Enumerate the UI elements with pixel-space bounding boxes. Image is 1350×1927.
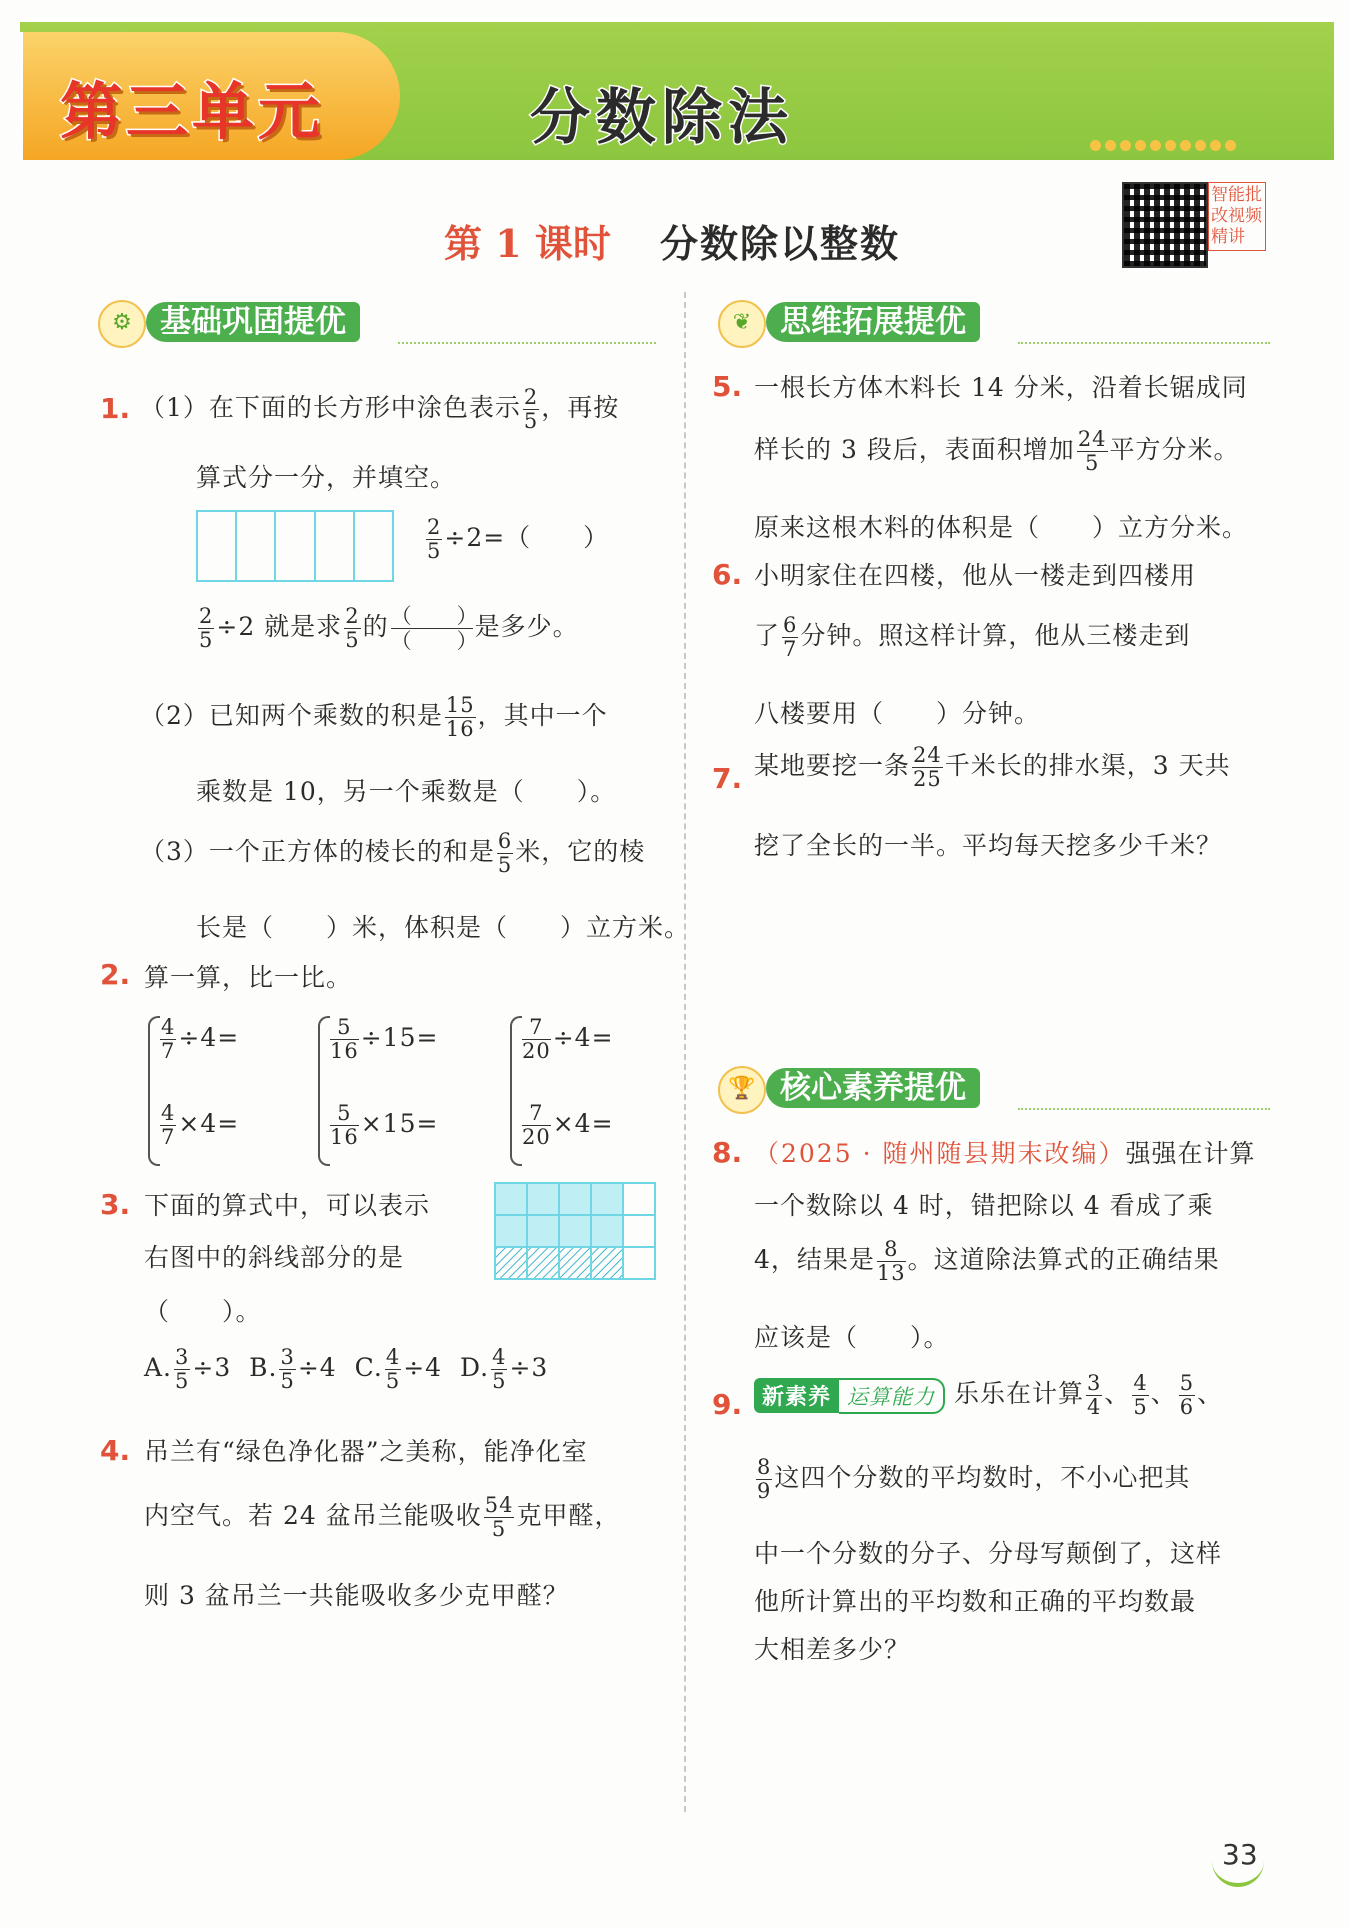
section-header-thinking: [718, 298, 1272, 344]
option-c[interactable]: C. $\frac{4}{5}$ ÷4: [354, 1345, 443, 1393]
q5-line1: 一根长方体木料长 14 分米，沿着长锯成同: [754, 373, 1248, 402]
new-literacy-tag: 新素养: [754, 1378, 839, 1413]
q1-part1-line1: （1）在下面的长方形中涂色表示 $\frac{2}{5}$ ，再按: [140, 385, 620, 433]
skill-tag: 运算能力: [839, 1378, 945, 1414]
qr-label: 智能批改视频精讲: [1208, 182, 1266, 251]
option-d[interactable]: D. $\frac{4}{5}$ ÷3: [459, 1345, 549, 1393]
sprout-icon: ❦: [718, 300, 766, 348]
q8-line4: 应该是（ ）。: [754, 1323, 950, 1352]
question-number: 3.: [100, 1188, 131, 1221]
question-number: 5.: [712, 370, 743, 403]
q8-line3: 4，结果是 $\frac{8}{13}$ 。这道除法算式的正确结果: [754, 1237, 1220, 1285]
q8-line1: （2025 · 随州随县期末改编）强强在计算: [754, 1139, 1256, 1168]
q3-line1: 下面的算式中，可以表示: [144, 1191, 431, 1220]
q2-expr: $\frac{4}{7}$ ×4=: [161, 1101, 240, 1149]
question-number: 9.: [712, 1388, 743, 1421]
section-label: 基础巩固提优: [146, 302, 360, 342]
q1-part2-line2: 乘数是 10，另一个乘数是（ ）。: [196, 777, 617, 806]
q9-line4: 他所计算出的平均数和正确的平均数最: [754, 1587, 1197, 1616]
q5-line2: 样长的 3 段后，表面积增加 $\frac{24}{5}$ 平方分米。: [754, 427, 1240, 475]
q2-expr: $\frac{5}{16}$ ×15=: [330, 1101, 439, 1149]
question-number: 2.: [100, 958, 131, 991]
question-number: 7.: [712, 762, 743, 795]
q6-line3: 八楼要用（ ）分钟。: [754, 699, 1041, 728]
q6-line1: 小明家住在四楼，他从一楼走到四楼用: [754, 561, 1197, 590]
q2-expr: $\frac{4}{7}$ ÷4=: [161, 1015, 240, 1063]
q9-line5: 大相差多少？: [754, 1635, 911, 1664]
q9-line3: 中一个分数的分子、分母写颠倒了，这样: [754, 1539, 1223, 1568]
q7-line2: 挖了全长的一半。平均每天挖多少千米？: [754, 831, 1223, 860]
q1-part3-line2: 长是（ ）米，体积是（ ）立方米。: [196, 913, 691, 942]
shading-rectangle[interactable]: [196, 510, 394, 582]
qr-code-icon[interactable]: [1122, 182, 1208, 268]
section-label: 核心素养提优: [766, 1068, 980, 1108]
q2-title: 算一算，比一比。: [144, 963, 353, 992]
page-number: 33: [1222, 1838, 1258, 1871]
q1-part2-line1: （2）已知两个乘数的积是 $\frac{15}{16}$ ，其中一个: [140, 693, 608, 741]
trophy-icon: 🏆: [718, 1066, 766, 1114]
section-header-core: [718, 1064, 1272, 1110]
q4-line2: 内空气。若 24 盆吊兰能吸收 $\frac{54}{5}$ 克甲醛，: [144, 1493, 621, 1541]
q1-explain: $\frac{2}{5}$ ÷2 就是求 $\frac{2}{5}$ 的 （ ） （ ）是多少。: [199, 604, 579, 653]
q1-part3-line1: （3）一个正方体的棱长的和是 $\frac{6}{5}$ 米，它的棱: [140, 829, 646, 877]
q7-line1: 某地要挖一条 $\frac{24}{25}$ 千米长的排水渠，3 天共: [754, 743, 1231, 791]
column-divider: [684, 292, 686, 1812]
q3-line3: （ ）。: [144, 1297, 262, 1326]
q9-line1: 新素养 运算能力 乐乐在计算 $\frac{3}{4}$ 、 $\frac{4}{5}$ 、 $\frac{5}{6}$ 、: [754, 1372, 1223, 1419]
q2-expr: $\frac{5}{16}$ ÷15=: [330, 1015, 439, 1063]
gear-icon: ⚙: [98, 300, 146, 348]
question-number: 6.: [712, 558, 743, 591]
question-number: 1.: [100, 392, 131, 425]
shaded-grid-figure: [494, 1182, 656, 1280]
unit-title: 第三单元: [60, 75, 325, 148]
q6-line2: 了 $\frac{6}{7}$ 分钟。照这样计算，他从三楼走到: [754, 613, 1191, 661]
q2-expr: $\frac{7}{20}$ ÷4=: [522, 1015, 614, 1063]
section-label: 思维拓展提优: [766, 302, 980, 342]
source-tag: （2025 · 随州随县期末改编）: [754, 1139, 1126, 1168]
page-number-decoration: [1212, 1855, 1264, 1887]
q1-equation: $\frac{2}{5}$ ÷2=（ ）: [427, 515, 610, 563]
q4-line1: 吊兰有“绿色净化器”之美称，能净化室: [144, 1437, 588, 1466]
option-b[interactable]: B. $\frac{3}{5}$ ÷4: [249, 1345, 337, 1393]
section-header-basic: [98, 298, 658, 344]
option-a[interactable]: A. $\frac{3}{5}$ ÷3: [144, 1345, 232, 1393]
lesson-number: 第 1 课时: [444, 221, 611, 266]
q1-part1-line2: 算式分一分，并填空。: [196, 463, 457, 492]
q4-line3: 则 3 盆吊兰一共能吸收多少克甲醛？: [144, 1581, 569, 1610]
answer-blank-fraction[interactable]: （ ） （ ）: [390, 604, 479, 653]
lesson-title: 分数除以整数: [660, 221, 901, 266]
q2-expr: $\frac{7}{20}$ ×4=: [522, 1101, 614, 1149]
q3-line2: 右图中的斜线部分的是: [144, 1243, 405, 1272]
q3-options: [144, 1346, 548, 1393]
chapter-title: 分数除法: [530, 83, 794, 153]
decorative-dots: [1090, 128, 1240, 157]
q9-line2: $\frac{8}{9}$ 这四个分数的平均数时，不小心把其: [757, 1455, 1191, 1503]
question-number: 8.: [712, 1136, 743, 1169]
q5-line3: 原来这根木料的体积是（ ）立方分米。: [754, 513, 1249, 542]
q8-line2: 一个数除以 4 时，错把除以 4 看成了乘: [754, 1191, 1214, 1220]
question-number: 4.: [100, 1434, 131, 1467]
